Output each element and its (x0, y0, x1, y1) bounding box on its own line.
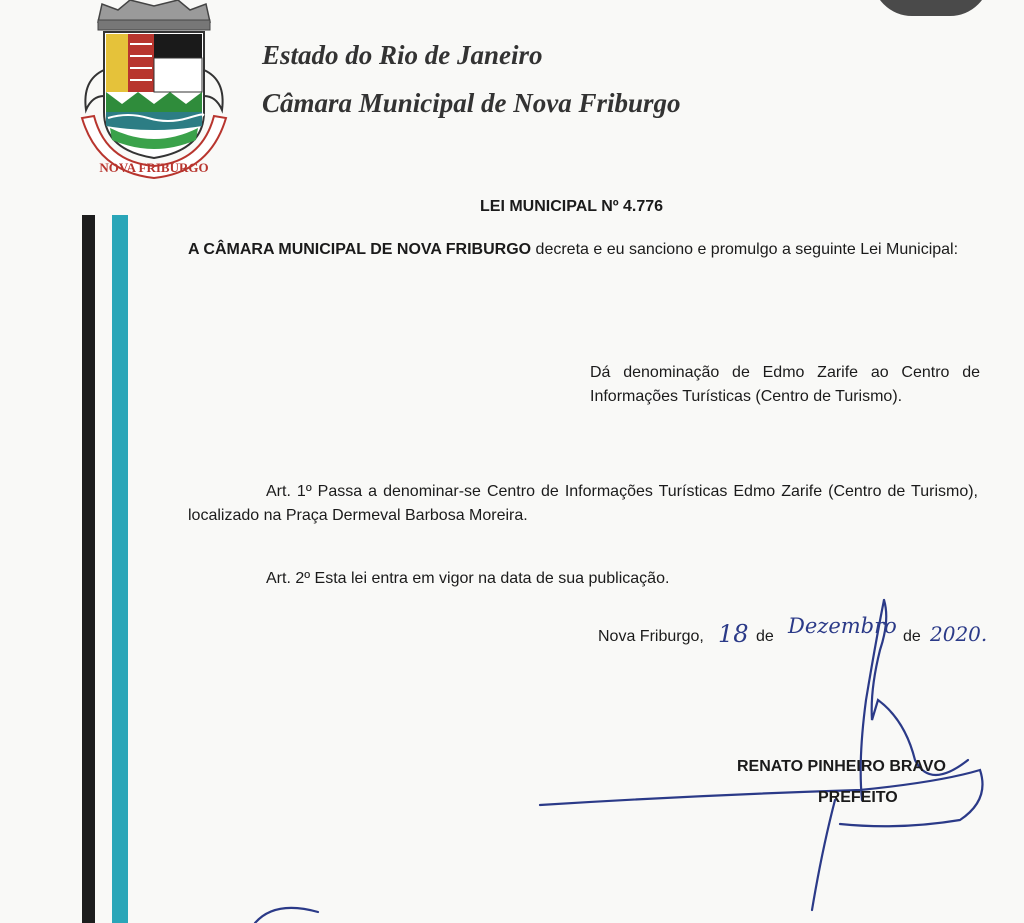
dateline-de-2: de (903, 628, 921, 645)
law-ementa: Dá denominação de Edmo Zarife ao Centro de Informações Turísticas (Centro de Turismo). (590, 364, 980, 405)
preamble-chamber-name: A CÂMARA MUNICIPAL DE NOVA FRIBURGO (188, 241, 532, 258)
signatory-name: RENATO PINHEIRO BRAVO (737, 758, 946, 775)
article-1: Art. 1º Passa a denominar-se Centro de Informações Turísticas Edmo Zarife (Centro de Turismo), localizado na Praça Dermeval Barbosa Moreira. (188, 483, 978, 524)
state-heading: Estado do Rio de Janeiro (262, 40, 543, 70)
law-preamble (188, 238, 978, 262)
dateline-year-handwritten: 2020. (930, 622, 988, 646)
coat-of-arms-icon (78, 0, 230, 182)
left-black-stripe (82, 215, 95, 923)
dateline-city: Nova Friburgo, (598, 628, 704, 645)
chamber-heading: Câmara Municipal de Nova Friburgo (262, 88, 681, 118)
left-teal-stripe (112, 215, 128, 923)
dateline-de-1: de (756, 628, 774, 645)
crest-motto: NOVA FRIBURGO (99, 160, 209, 175)
scan-corner-shadow (872, 0, 990, 16)
preamble-text: decreta e eu sanciono e promulgo a seguinte Lei Municipal: (531, 241, 959, 258)
signatory-title: PREFEITO (818, 789, 898, 806)
dateline-month-handwritten: Dezembro (788, 614, 897, 638)
law-title: LEI MUNICIPAL Nº 4.776 (480, 198, 664, 215)
article-2: Art. 2º Esta lei entra em vigor na data de sua publicação. (266, 570, 670, 587)
dateline-day-handwritten: 18 (718, 620, 749, 648)
